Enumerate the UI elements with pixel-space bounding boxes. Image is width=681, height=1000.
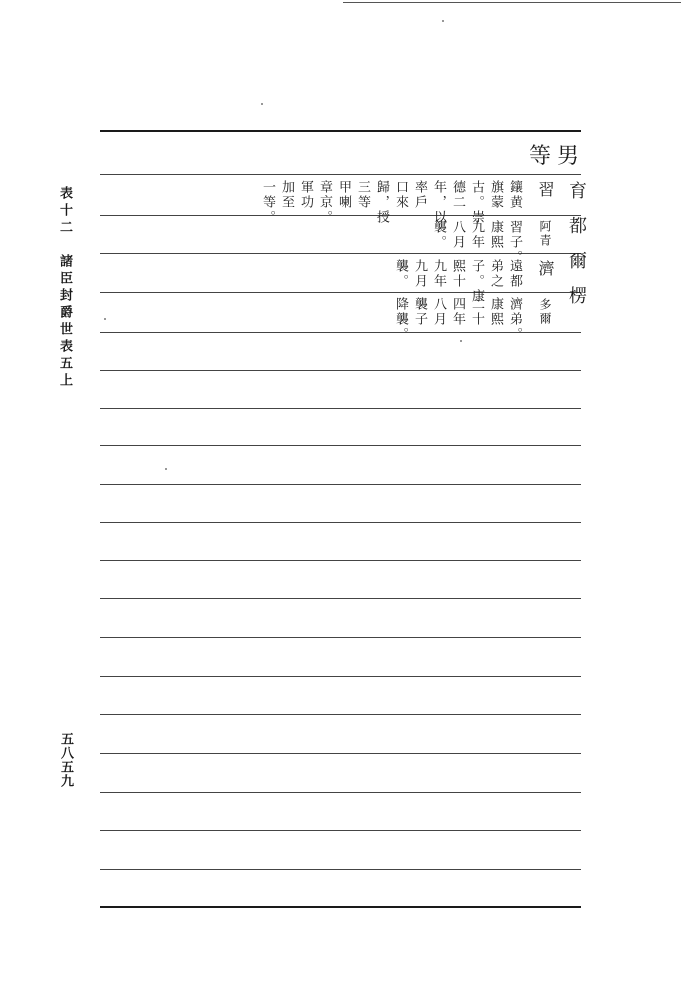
row-rule bbox=[100, 792, 581, 793]
row-rule bbox=[100, 370, 581, 371]
name-cell-sub: 習 bbox=[536, 181, 555, 197]
name-cell-sub: 阿青 bbox=[538, 220, 552, 248]
page-number: 五八五九 bbox=[58, 732, 73, 788]
name-cell-sub: 濟 bbox=[536, 260, 555, 276]
row-4-col: 濟弟。 bbox=[507, 297, 522, 342]
row-3-col: 弟之 bbox=[488, 259, 503, 289]
row-3-col: 九年 bbox=[431, 259, 446, 289]
row-rule bbox=[100, 445, 581, 446]
row-4-col: 襲子 bbox=[412, 297, 427, 327]
row-3-col: 九月 bbox=[412, 259, 427, 289]
row-3-col: 子。康 bbox=[469, 259, 484, 304]
row-rule bbox=[100, 676, 581, 677]
row-1-col: 率戶 bbox=[412, 180, 427, 210]
row-1-col: 軍功 bbox=[298, 180, 313, 210]
row-3-col: 熙十 bbox=[450, 259, 465, 289]
row-rule bbox=[100, 484, 581, 485]
row-rule bbox=[100, 598, 581, 599]
row-1-col: 章京。 bbox=[317, 180, 332, 225]
row-rule bbox=[100, 869, 581, 870]
table-top-rule bbox=[100, 130, 581, 132]
row-rule bbox=[100, 174, 581, 175]
table-bottom-rule bbox=[100, 906, 581, 908]
row-1-col: 旗蒙 bbox=[488, 180, 503, 210]
row-rule bbox=[100, 637, 581, 638]
row-1-col: 一等。 bbox=[260, 180, 275, 225]
row-1-col: 年，以 bbox=[431, 180, 446, 225]
margin-running-title: 表十二 諸臣封爵世表五上 bbox=[57, 186, 72, 390]
row-1-col: 鑲黄 bbox=[507, 180, 522, 210]
row-2-col: 九年 bbox=[469, 220, 484, 250]
row-1-col: 加至 bbox=[279, 180, 294, 210]
row-3-col: 遠都 bbox=[507, 259, 522, 289]
scan-speck bbox=[165, 468, 167, 470]
row-rule bbox=[100, 522, 581, 523]
row-1-col: 三等 bbox=[355, 180, 370, 210]
row-rule bbox=[100, 753, 581, 754]
row-4-col: 四年 bbox=[450, 297, 465, 327]
row-2-col: 八月 bbox=[450, 220, 465, 250]
scan-speck bbox=[442, 20, 444, 22]
top-edge-rule bbox=[343, 2, 681, 3]
row-rule bbox=[100, 408, 581, 409]
row-2-col: 襲。 bbox=[431, 220, 446, 250]
row-4-col: 康熙 bbox=[488, 297, 503, 327]
row-1-col: 德二 bbox=[450, 180, 465, 210]
row-rule bbox=[100, 830, 581, 831]
row-1-col: 歸，授 bbox=[374, 180, 389, 225]
row-1-entry bbox=[261, 180, 521, 225]
row-4-col: 二十 bbox=[469, 297, 484, 327]
scan-speck bbox=[104, 318, 106, 320]
row-1-col: 古。崇 bbox=[469, 180, 484, 225]
row-4-col: 八月 bbox=[431, 297, 446, 327]
row-1-col: 甲喇 bbox=[336, 180, 351, 210]
row-rule bbox=[100, 714, 581, 715]
scan-speck bbox=[261, 103, 263, 105]
row-1-col: 口來 bbox=[393, 180, 408, 210]
scan-speck bbox=[460, 340, 462, 342]
row-2-col: 習子。 bbox=[507, 220, 522, 265]
name-cell-sub: 多爾 bbox=[538, 298, 552, 326]
row-3-col: 襲。 bbox=[393, 259, 408, 289]
row-4-entry bbox=[394, 297, 521, 342]
name-cell-main: 育都爾楞 bbox=[566, 181, 587, 321]
row-2-col: 康熙 bbox=[488, 220, 503, 250]
row-rule bbox=[100, 560, 581, 561]
table-title: 等男 bbox=[528, 144, 585, 169]
row-4-col: 降襲。 bbox=[393, 297, 408, 342]
